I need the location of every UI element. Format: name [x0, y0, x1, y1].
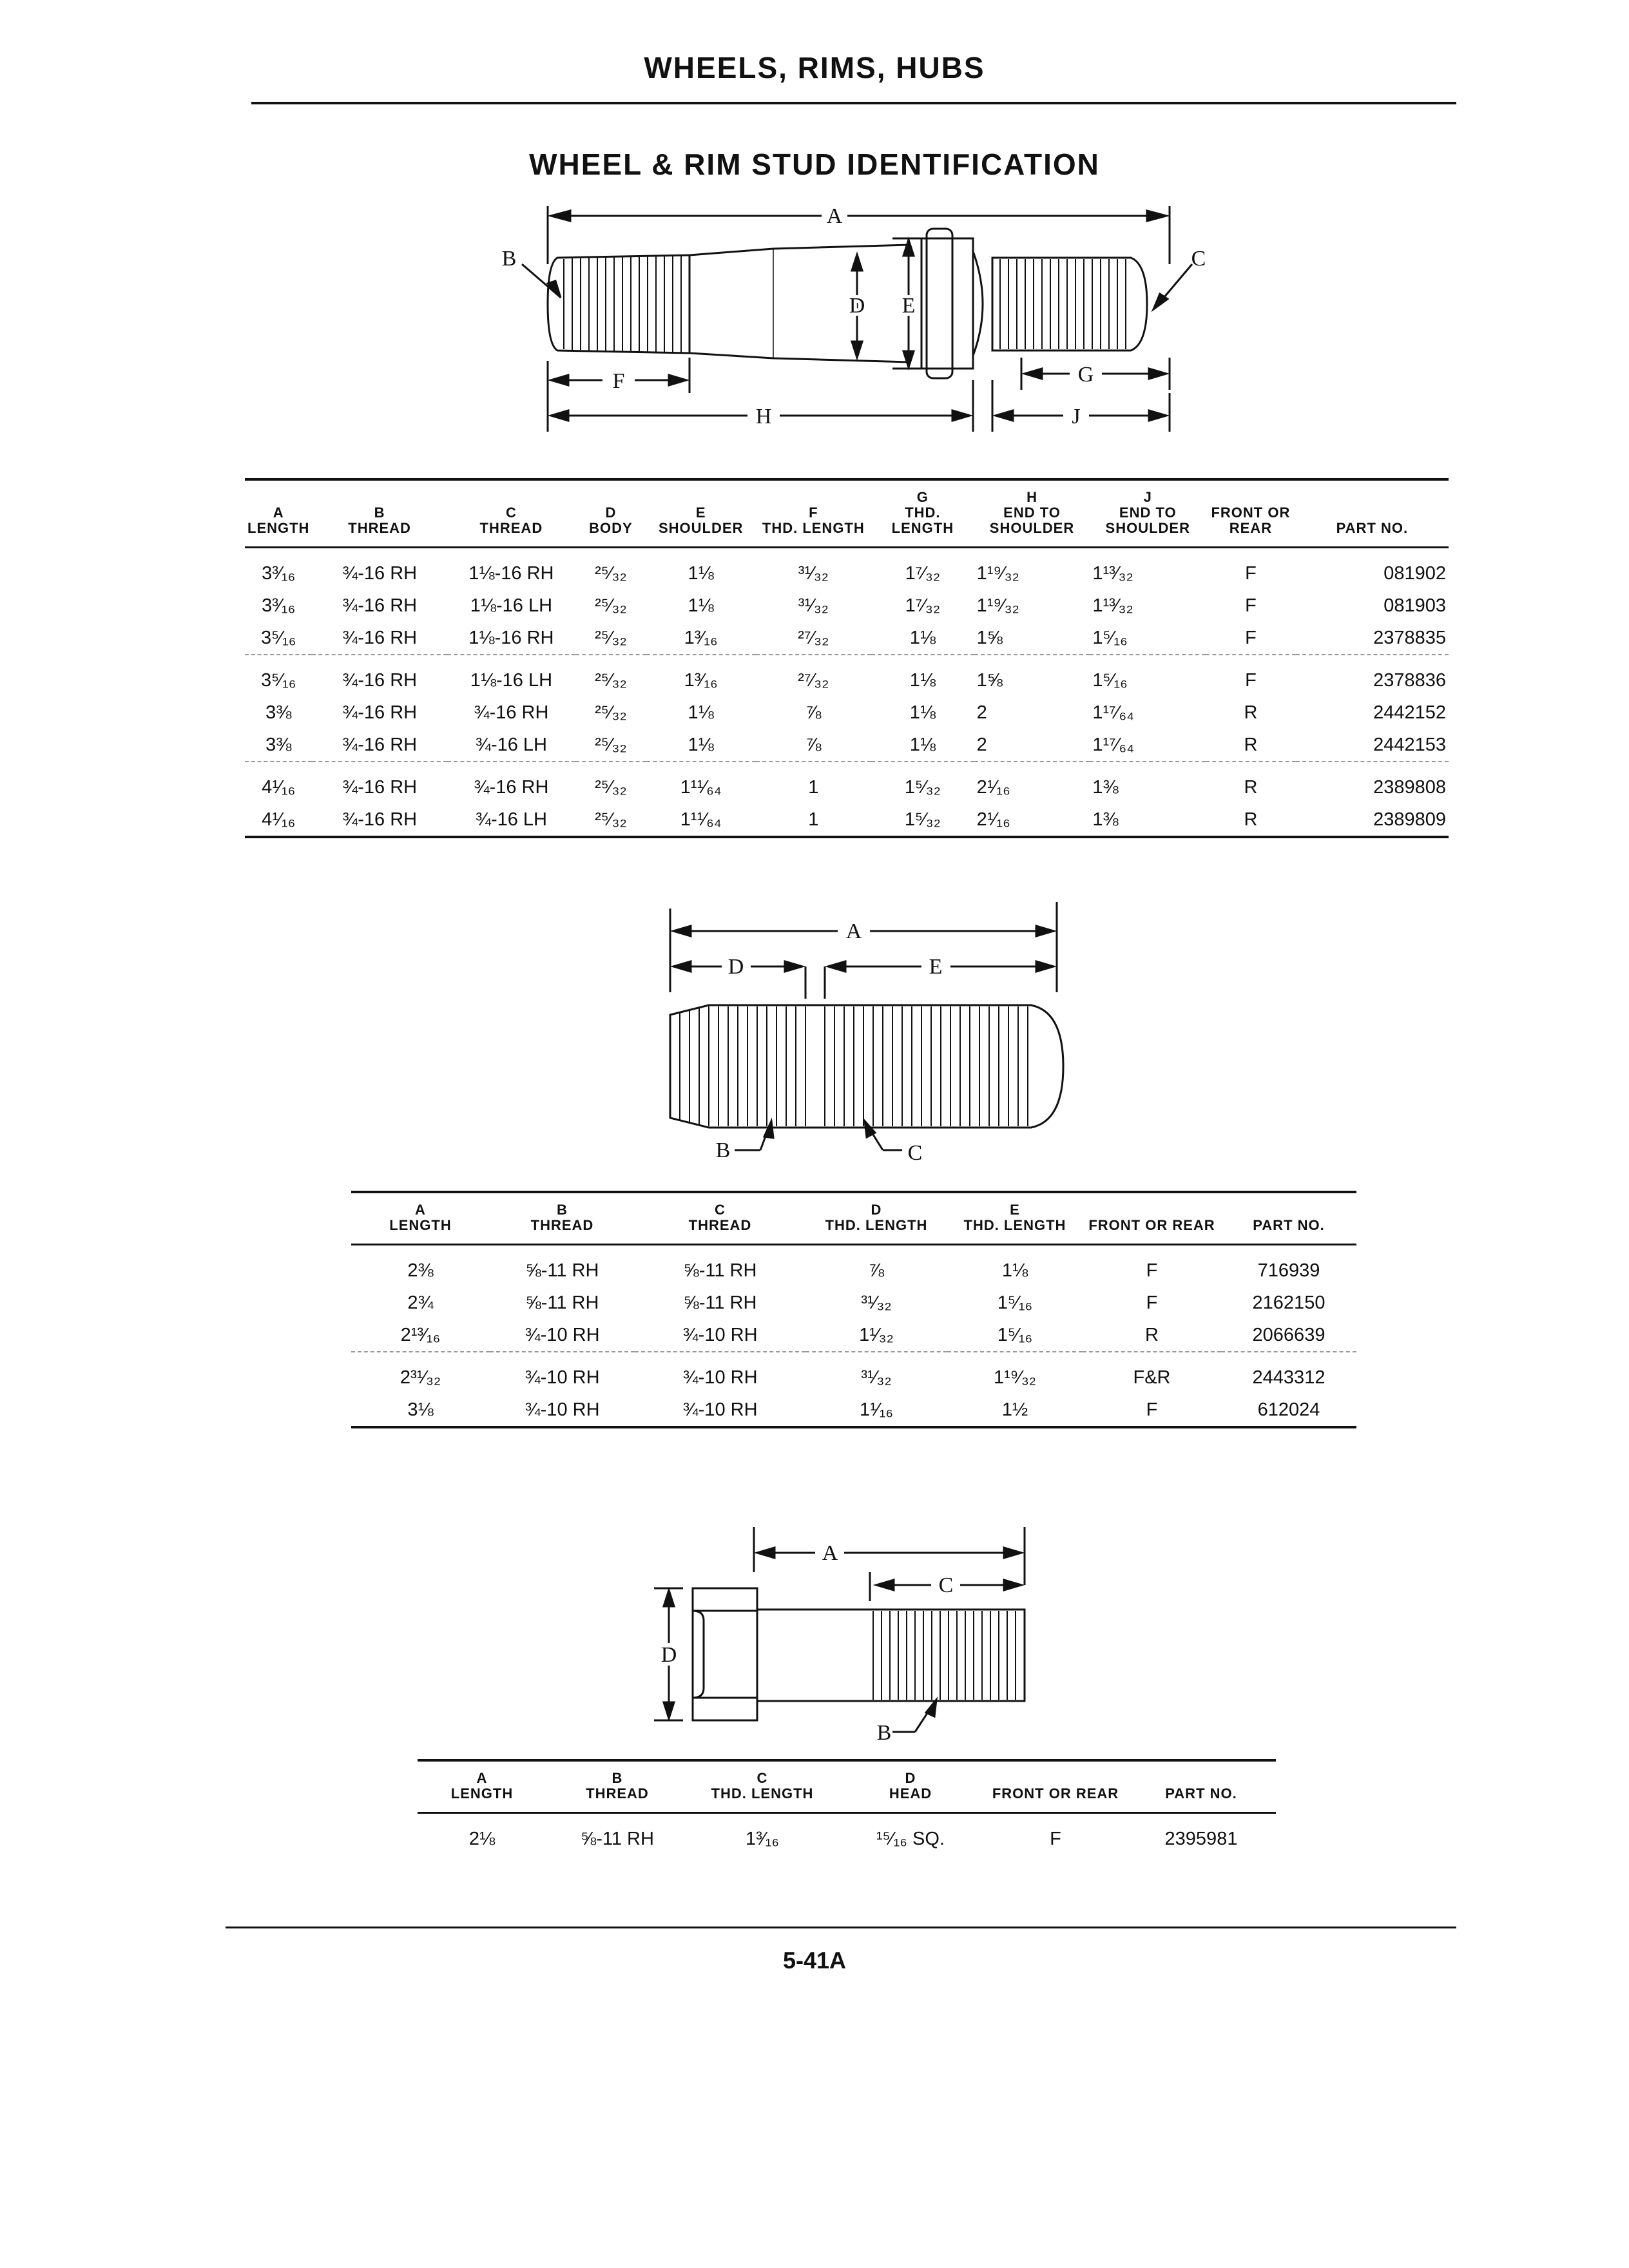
page-header: WHEELS, RIMS, HUBS: [644, 51, 985, 84]
column-header-text: BODY: [589, 520, 633, 536]
table1-header-row: [245, 479, 1449, 548]
table1-col-e: [646, 479, 756, 548]
table-cell: ⅝-11 RH: [581, 1828, 654, 1849]
table-row: [245, 548, 1449, 590]
table-cell: 3³⁄₁₆: [262, 595, 296, 616]
bolt-thread-lines: [873, 1611, 1016, 1700]
table-cell: 3³⁄₁₆: [262, 562, 296, 584]
table-cell: ⅝-11 RH: [683, 1292, 757, 1313]
table-cell: ²⁵⁄₃₂: [595, 627, 627, 648]
table-cell: ³¹⁄₃₂: [861, 1292, 892, 1313]
table-cell: 1³⁄₁₆: [646, 655, 756, 697]
table-cell: 1⁵⁄₃₂: [871, 762, 974, 803]
table2-group-2: [351, 1352, 1356, 1427]
table-cell: 1⅝: [976, 627, 1003, 648]
table-cell: ²⁵⁄₃₂: [575, 762, 646, 803]
column-header-text: D: [905, 1770, 916, 1786]
table-cell: 1¹³⁄₃₂: [1092, 595, 1133, 616]
table-cell: 1⅛: [688, 702, 714, 723]
table1-group-1: [245, 548, 1449, 655]
diag2-label-a: A: [845, 919, 862, 943]
table-cell: 1⁵⁄₁₆: [997, 1324, 1033, 1345]
right-thread-lines: [1000, 259, 1126, 349]
column-header-text: PART NO.: [1253, 1217, 1325, 1233]
table-cell: 2162150: [1252, 1292, 1325, 1313]
table-cell: ¾-16 RH: [342, 702, 418, 723]
table-cell: F&R: [1083, 1352, 1221, 1394]
table-cell: R: [1145, 1324, 1159, 1345]
table-cell: 1⅛: [909, 734, 936, 755]
column-header-text: A: [273, 505, 284, 521]
table-cell: 2378836: [1296, 655, 1449, 697]
column-header-text: C: [757, 1770, 768, 1786]
table-cell: 4¹⁄₁₆: [262, 809, 296, 830]
column-header-text: THREAD: [479, 520, 543, 536]
stud2-thread-lines: [680, 1006, 1028, 1126]
table-cell: ²⁵⁄₃₂: [595, 562, 627, 584]
column-header-text: THD. LENGTH: [762, 520, 865, 536]
table-cell: ⅝-11 RH: [525, 1260, 599, 1281]
table-row: [245, 622, 1449, 655]
table-cell: ¾-16 RH: [342, 562, 418, 584]
table-cell: 1¹¹⁄₆₄: [680, 809, 722, 830]
table-cell: ¾-16 RH: [474, 702, 549, 723]
table-row: [245, 655, 1449, 697]
diag2-label-c: C: [907, 1141, 923, 1165]
table-cell: 1¹⁹⁄₃₂: [976, 595, 1019, 616]
table-cell: 2389809: [1373, 809, 1446, 830]
column-header-text: LENGTH: [389, 1217, 452, 1233]
table-cell: ¾-16 RH: [312, 655, 447, 697]
table-cell: 1¹⁄₃₂: [859, 1324, 894, 1345]
diag1-label-c: C: [1191, 247, 1206, 271]
page-number: 5-41A: [782, 1947, 847, 1974]
table-cell: ¾-10 RH: [525, 1399, 600, 1420]
table1-col-g: [871, 479, 974, 548]
table-cell: 1⅛-16 LH: [470, 595, 553, 616]
column-header-text: END TO SHOULDER: [1105, 505, 1190, 536]
column-header-text: THD. LENGTH: [825, 1217, 928, 1233]
diag3-label-b: B: [876, 1721, 892, 1745]
table-row: [245, 729, 1449, 762]
table-cell: 612024: [1257, 1399, 1320, 1420]
table-row: [245, 803, 1449, 837]
table-cell: ¾-10 RH: [635, 1352, 805, 1394]
table-cell: 2⅜: [407, 1260, 434, 1281]
column-header-text: PART NO.: [1165, 1785, 1237, 1802]
table-cell: 2¾: [407, 1292, 434, 1313]
column-header-text: B: [374, 505, 385, 521]
table2-col-a: [351, 1192, 490, 1245]
table-cell: ⅝-11 RH: [683, 1260, 757, 1281]
table1-col-h: [974, 479, 1090, 548]
table2-group-1: [351, 1245, 1356, 1352]
table-cell: ¾-16 RH: [342, 595, 418, 616]
table3-group-1: [418, 1813, 1276, 1856]
table1-group-2: [245, 655, 1449, 762]
table-cell: 081903: [1383, 595, 1446, 616]
table-cell: ³¹⁄₃₂: [798, 562, 829, 584]
table-cell: F: [1146, 1399, 1158, 1420]
table-cell: ¾-16 RH: [312, 762, 447, 803]
column-header-text: THD. LENGTH: [711, 1785, 814, 1802]
column-header-text: D: [605, 505, 617, 521]
table-cell: R: [1244, 809, 1258, 830]
table-cell: 2442152: [1373, 702, 1446, 723]
diag1-label-h: H: [755, 405, 772, 428]
table-cell: 1⅛: [688, 734, 714, 755]
table1-col-part-no: [1296, 479, 1449, 548]
column-header-text: THREAD: [530, 1217, 594, 1233]
column-header-text: C: [715, 1202, 726, 1218]
column-header-text: FRONT OR REAR: [1088, 1217, 1215, 1233]
table-cell: 3⅜: [265, 702, 292, 723]
table-cell: F: [1245, 595, 1257, 616]
column-header-text: SHOULDER: [658, 520, 744, 536]
table-cell: ¾-16 RH: [342, 627, 418, 648]
column-header-text: D: [871, 1202, 882, 1218]
table3-col-front-rear: [985, 1760, 1126, 1813]
table-cell: 1¹⁄₁₆: [859, 1399, 894, 1420]
table-cell: 1¹¹⁄₆₄: [646, 762, 756, 803]
column-header-text: J: [1143, 489, 1152, 505]
diag1-label-d: D: [849, 294, 865, 318]
table-cell: F: [1245, 627, 1257, 648]
table-row: [351, 1287, 1356, 1319]
column-header-text: END TO SHOULDER: [989, 505, 1075, 536]
table-cell: 1⅝: [974, 655, 1090, 697]
table-cell: ²⁷⁄₃₂: [756, 655, 871, 697]
table-cell: 1½: [1001, 1399, 1028, 1420]
column-header-text: C: [505, 505, 517, 521]
table-cell: ¾-10 RH: [525, 1324, 600, 1345]
table-row: [351, 1319, 1356, 1352]
table-cell: 1⁵⁄₃₂: [904, 809, 941, 830]
table2-col-part-no: [1221, 1192, 1356, 1245]
column-header-text: E: [695, 505, 706, 521]
table-cell: 1⅛: [909, 702, 936, 723]
bolt-diagram-3: [644, 1527, 1057, 1746]
table-cell: ¾-16 RH: [447, 762, 575, 803]
table-cell: ²⁵⁄₃₂: [595, 595, 627, 616]
table-cell: F: [1146, 1292, 1158, 1313]
table3-header-row: [418, 1760, 1276, 1813]
table-row: [245, 590, 1449, 622]
table-cell: 1³⁄₁₆: [684, 627, 718, 648]
table-cell: 2389808: [1296, 762, 1449, 803]
table-cell: ¾-10 RH: [490, 1352, 635, 1394]
table-cell: 1⅛: [1001, 1260, 1028, 1281]
column-header-text: PART NO.: [1336, 520, 1409, 536]
table-cell: 1¹³⁄₃₂: [1092, 562, 1133, 584]
bolt-table-3: [418, 1759, 1276, 1855]
table-cell: 1⅛: [688, 595, 714, 616]
column-header-text: THD. LENGTH: [891, 505, 954, 536]
table2-col-d: [805, 1192, 947, 1245]
table-cell: ¹⁵⁄₁₆ SQ.: [876, 1828, 945, 1849]
table-cell: R: [1244, 702, 1258, 723]
table-cell: ²⁵⁄₃₂: [575, 655, 646, 697]
table-cell: 1¹⁹⁄₃₂: [947, 1352, 1083, 1394]
table-row: [351, 1245, 1356, 1287]
table-row: [418, 1813, 1276, 1856]
table1-col-d: [575, 479, 646, 548]
table1-col-b: [312, 479, 447, 548]
column-header-text: FRONT OR REAR: [1211, 505, 1291, 536]
diag1-label-a: A: [826, 204, 843, 228]
section-title: WHEEL & RIM STUD IDENTIFICATION: [529, 148, 1100, 181]
table-cell: 1⁷⁄₃₂: [905, 595, 941, 616]
table-cell: 1⅛-16 RH: [468, 627, 554, 648]
table-cell: 1⅛-16 RH: [468, 562, 554, 584]
diag3-label-d: D: [660, 1643, 677, 1667]
table-cell: F: [1146, 1260, 1158, 1281]
table-cell: 3⁵⁄₁₆: [245, 655, 312, 697]
table-cell: 1¹⁷⁄₆₄: [1092, 702, 1135, 723]
table3-col-part-no: [1126, 1760, 1276, 1813]
column-header-text: B: [612, 1770, 623, 1786]
table-cell: 2442153: [1373, 734, 1446, 755]
table-cell: ³¹⁄₃₂: [798, 595, 829, 616]
diag1-label-j: J: [1072, 405, 1081, 428]
table-row: [245, 697, 1449, 729]
stud-table-2: [351, 1191, 1356, 1428]
table-cell: ¾-16 LH: [475, 809, 547, 830]
table-cell: ⅞: [868, 1260, 885, 1281]
table-row: [351, 1394, 1356, 1427]
table-cell: ²⁵⁄₃₂: [595, 702, 627, 723]
table-cell: 3⅛: [407, 1399, 434, 1420]
table1-col-c: [447, 479, 575, 548]
column-header-text: THD. LENGTH: [963, 1217, 1066, 1233]
table-cell: F: [1206, 655, 1296, 697]
table-cell: 2378835: [1373, 627, 1446, 648]
table3-col-c: [688, 1760, 836, 1813]
header-rule: [251, 102, 1456, 104]
table-cell: 2395981: [1164, 1828, 1238, 1849]
table-cell: 1⅛: [871, 655, 974, 697]
table1-col-front-rear: [1206, 479, 1296, 548]
table-cell: 2¹³⁄₁₆: [400, 1324, 441, 1345]
diag2-label-e: E: [929, 955, 943, 979]
stud-diagram-1: [496, 193, 1205, 445]
table-cell: ¾-10 RH: [682, 1324, 758, 1345]
table-cell: 2: [976, 734, 987, 755]
table-cell: 4¹⁄₁₆: [245, 762, 312, 803]
table2-col-front-rear: [1083, 1192, 1221, 1245]
column-header-text: HEAD: [889, 1785, 932, 1802]
table3-col-a: [418, 1760, 546, 1813]
table-cell: 2443312: [1221, 1352, 1356, 1394]
column-header-text: F: [809, 505, 818, 521]
diag2-label-b: B: [715, 1139, 731, 1162]
table2-col-c: [635, 1192, 805, 1245]
column-header-text: THREAD: [586, 1785, 649, 1802]
column-header-text: THREAD: [688, 1217, 752, 1233]
table1-group-3: [245, 762, 1449, 837]
diag1-label-g: G: [1077, 363, 1094, 387]
table-cell: 716939: [1257, 1260, 1320, 1281]
table-cell: F: [1050, 1828, 1061, 1849]
column-header-text: A: [476, 1770, 488, 1786]
table-cell: 2⅛: [468, 1828, 496, 1849]
table-cell: 1: [808, 809, 819, 830]
table-cell: ¾-10 RH: [682, 1399, 758, 1420]
table-cell: ³¹⁄₃₂: [805, 1352, 947, 1394]
table-cell: ¾-16 RH: [342, 809, 418, 830]
table3-col-d: [836, 1760, 985, 1813]
column-header-text: B: [557, 1202, 568, 1218]
stud-diagram-2: [651, 902, 1076, 1173]
table-cell: 1⁷⁄₃₂: [905, 562, 941, 584]
column-header-text: H: [1027, 489, 1037, 505]
column-header-text: A: [415, 1202, 426, 1218]
table-cell: 2: [976, 702, 987, 723]
table-cell: 2066639: [1252, 1324, 1325, 1345]
table-cell: 1: [756, 762, 871, 803]
table2-col-e: [947, 1192, 1083, 1245]
table-cell: 2¹⁄₁₆: [974, 762, 1090, 803]
column-header-text: THREAD: [348, 520, 411, 536]
column-header-text: E: [1010, 1202, 1020, 1218]
diag1-label-f: F: [612, 369, 625, 393]
table-cell: 2¹⁄₁₆: [976, 809, 1010, 830]
table-cell: 1⅛: [909, 627, 936, 648]
table-cell: R: [1244, 734, 1258, 755]
table-cell: ⅞: [805, 702, 822, 723]
table-cell: 2³¹⁄₃₂: [351, 1352, 490, 1394]
table-cell: 1⁵⁄₁₆: [997, 1292, 1033, 1313]
table-cell: 1⅛: [688, 562, 714, 584]
column-header-text: FRONT OR REAR: [992, 1785, 1119, 1802]
table-cell: [351, 1427, 1356, 1428]
column-header-text: LENGTH: [450, 1785, 514, 1802]
left-thread-lines: [564, 255, 681, 353]
table1-col-j: [1090, 479, 1206, 548]
table-row: [351, 1352, 1356, 1394]
table-cell: 081902: [1383, 562, 1446, 584]
table-cell: F: [1245, 562, 1257, 584]
table-cell: ⅝-11 RH: [525, 1292, 599, 1313]
table-cell: 1⁵⁄₁₆: [1092, 627, 1128, 648]
table-cell: R: [1206, 762, 1296, 803]
diag2-label-d: D: [728, 955, 744, 979]
table-cell: 3⁵⁄₁₆: [260, 627, 296, 648]
table-cell: 1⁵⁄₁₆: [1090, 655, 1206, 697]
table2-col-b: [490, 1192, 635, 1245]
table-cell: 1⅜: [1092, 809, 1119, 830]
column-header-text: LENGTH: [247, 520, 310, 536]
stud-table-1: [245, 478, 1449, 838]
table-cell: 1¹⁹⁄₃₂: [976, 562, 1019, 584]
table-cell: ²⁷⁄₃₂: [798, 627, 829, 648]
column-header-text: G: [916, 489, 929, 505]
table-cell: ²⁵⁄₃₂: [595, 809, 627, 830]
table-cell: ¾-16 LH: [475, 734, 547, 755]
table-cell: 3⅜: [265, 734, 292, 755]
footer-rule: [226, 1927, 1456, 1928]
table-cell: 1³⁄₁₆: [745, 1828, 780, 1849]
table-cell: [245, 837, 1449, 838]
table-cell: 1¹⁷⁄₆₄: [1092, 734, 1135, 755]
diag1-label-b: B: [501, 247, 517, 271]
table-cell: 1⅛-16 LH: [447, 655, 575, 697]
table-cell: ¾-16 RH: [342, 734, 418, 755]
diag3-label-a: A: [822, 1541, 838, 1565]
table-row: [245, 762, 1449, 803]
table-cell: 1⅜: [1090, 762, 1206, 803]
table3-col-b: [546, 1760, 688, 1813]
table-cell: ⅞: [805, 734, 822, 755]
table1-col-a: [245, 479, 312, 548]
diag3-label-c: C: [938, 1573, 954, 1597]
table-cell: ²⁵⁄₃₂: [595, 734, 627, 755]
table2-header-row: [351, 1192, 1356, 1245]
diag1-label-e: E: [901, 294, 916, 318]
table1-col-f: [756, 479, 871, 548]
